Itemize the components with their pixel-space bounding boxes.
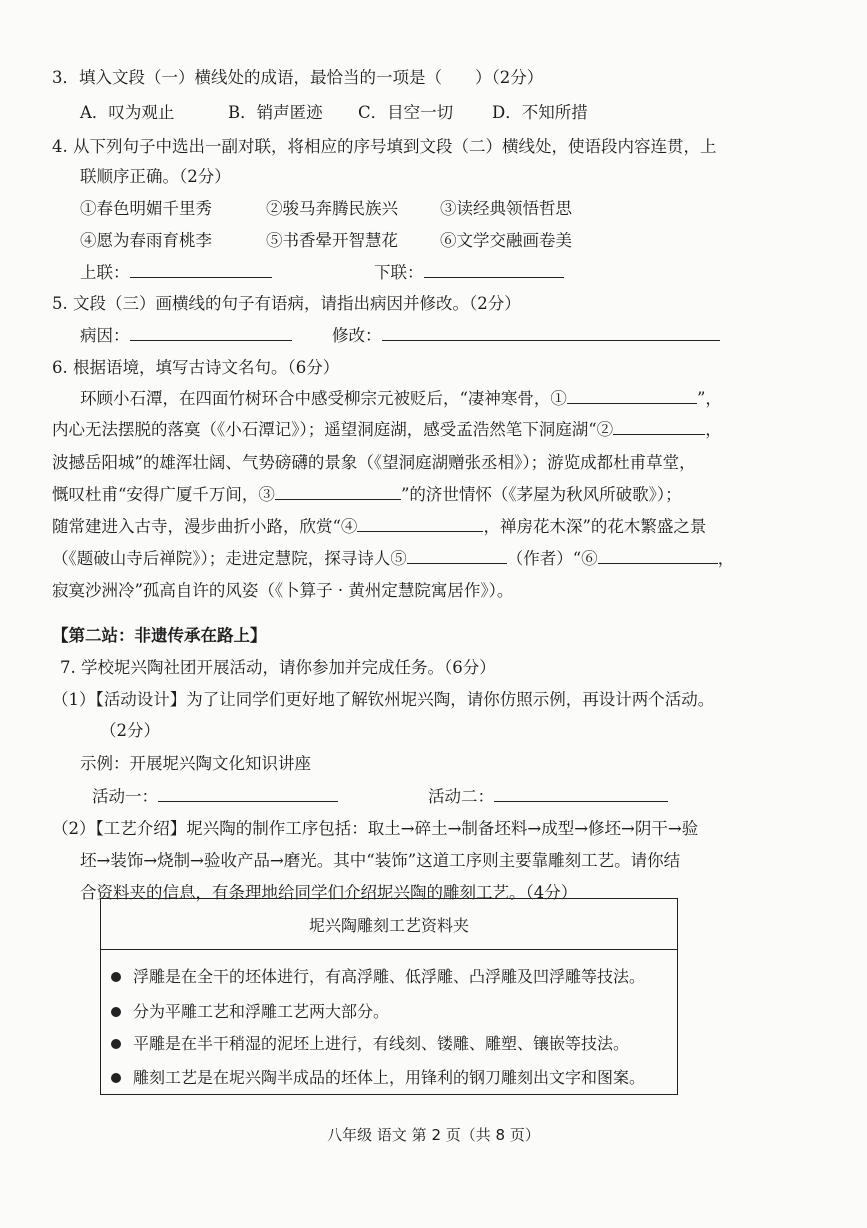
- q6-blank-1[interactable]: [567, 387, 697, 405]
- q5-cause-label: 病因：: [80, 326, 130, 345]
- q6-line-1: [80, 385, 722, 409]
- q6-line-5: [52, 513, 706, 537]
- bullet-icon: [111, 1073, 121, 1083]
- q3-option-d: D．不知所措: [492, 103, 588, 122]
- q4-lower-label: 下联：: [374, 263, 424, 282]
- q6-line-2: [52, 416, 722, 440]
- folder-item-text: 浮雕是在全干的坯体进行，有高浮雕、低浮雕、凸浮雕及凹浮雕等技法。: [133, 966, 646, 986]
- q5-fix-row: [332, 322, 720, 346]
- q6-line-2-text: 内心无法摆脱的落寞（《小石潭记》）；遥望洞庭湖，感受孟浩然笔下洞庭湖“②: [52, 420, 614, 439]
- q4-item-4: ④愿为春雨育桃李: [80, 231, 212, 250]
- q5-cause-blank[interactable]: [130, 324, 292, 342]
- q6-line-7: 寂寞沙洲冷”孤高自许的风姿（《卜算子 · 黄州定慧院寓居作》）。: [52, 581, 514, 600]
- q5-fix-label: 修改：: [332, 326, 382, 345]
- q5-stem: 5. 文段（三）画横线的句子有语病，请指出病因并修改。（2分）: [52, 294, 521, 313]
- q7-stem: 7. 学校坭兴陶社团开展活动，请你参加并完成任务。（6分）: [60, 658, 496, 677]
- q6-line-6-text: （《题破山寺后禅院》）；走进定慧院，探寻诗人⑤: [52, 549, 407, 568]
- q3-option-c: C．目空一切: [358, 103, 454, 122]
- q7-activity-1-label: 活动一：: [92, 787, 158, 806]
- q4-stem-line1: 4. 从下列句子中选出一副对联，将相应的序号填到文段（二）横线处，使语段内容连贯，上: [52, 137, 717, 156]
- q7-part2-line2: 坯→装饰→烧制→验收产品→磨光。其中“装饰”这道工序则主要靠雕刻工艺。请你结: [80, 851, 681, 870]
- q3-option-b: B．销声匿迹: [228, 103, 323, 122]
- q6-stem: 6. 根据语境，填写古诗文名句。（6分）: [52, 358, 340, 377]
- q6-line-6-end: ，: [717, 549, 735, 568]
- folder-title: 坭兴陶雕刻工艺资料夹: [101, 899, 678, 950]
- q6-line-5-end: ，禅房花木深”的花木繁盛之景: [483, 517, 707, 536]
- q6-line-1-end: ”，: [696, 389, 722, 408]
- q6-blank-4[interactable]: [357, 515, 483, 533]
- q6-line-1-text: 环顾小石潭，在四面竹树环合中感受柳宗元被贬后，“凄神寒骨，①: [80, 389, 567, 408]
- q7-part2-line1: （2）【工艺介绍】坭兴陶的制作工序包括：取土→碎土→制备坯料→成型→修坯→阴干→验: [52, 819, 699, 838]
- q6-line-4-end: ”的济世情怀（《茅屋为秋风所破歌》）；: [400, 485, 682, 504]
- craft-info-folder: [100, 898, 678, 1095]
- folder-item-text: 平雕是在半干稍湿的泥坯上进行，有线刻、镂雕、雕塑、镶嵌等技法。: [133, 1033, 630, 1053]
- q6-line-4-text: 慨叹杜甫“安得广厦千万间，③: [52, 485, 275, 504]
- q7-activity-2-label: 活动二：: [428, 787, 494, 806]
- q4-item-2: ②骏马奔腾民族兴: [266, 199, 398, 218]
- folder-item: [101, 994, 678, 1026]
- q7-activity-1-blank[interactable]: [158, 785, 338, 803]
- q4-lower-couplet: [374, 259, 564, 283]
- q4-item-3: ③读经典领悟哲思: [440, 199, 572, 218]
- q6-line-3: 波撼岳阳城”的雄浑壮阔、气势磅礴的景象（《望洞庭湖赠张丞相》）；游览成都杜甫草堂，: [52, 453, 696, 472]
- station-2-heading: 【第二站：非遗传承在路上】: [52, 626, 267, 645]
- bullet-icon: [111, 972, 121, 982]
- q3-option-a: A．叹为观止: [80, 103, 175, 122]
- q4-upper-blank[interactable]: [130, 261, 272, 279]
- folder-item-text: 雕刻工艺是在坭兴陶半成品的坯体上，用锋利的钢刀雕刻出文字和图案。: [133, 1067, 646, 1087]
- q4-lower-blank[interactable]: [424, 261, 564, 279]
- q7-activity-2-blank[interactable]: [494, 785, 668, 803]
- bullet-icon: [111, 1007, 121, 1017]
- q7-example: 示例：开展坭兴陶文化知识讲座: [80, 754, 311, 773]
- q3-stem: 3．填入文段（一）横线处的成语，最恰当的一项是（ ）（2分）: [52, 68, 544, 87]
- q4-stem-line2: 联顺序正确。（2分）: [80, 167, 231, 186]
- q7-part1-line1: （1）【活动设计】为了让同学们更好地了解钦州坭兴陶，请你仿照示例，再设计两个活动。: [52, 690, 715, 709]
- bullet-icon: [111, 1039, 121, 1049]
- folder-item: [101, 1058, 678, 1095]
- q6-blank-5[interactable]: [407, 547, 507, 565]
- folder-item-text: 分为平雕工艺和浮雕工艺两大部分。: [133, 1001, 390, 1021]
- q6-line-5-text: 随常建进入古寺，漫步曲折小路，欣赏“④: [52, 517, 358, 536]
- q6-blank-2[interactable]: [613, 418, 705, 436]
- page-footer: 八年级 语文 第 2 页（共 8 页）: [327, 1126, 540, 1144]
- q7-activity-1: [92, 783, 338, 807]
- q6-line-4: [52, 481, 682, 505]
- q6-blank-3[interactable]: [275, 483, 401, 501]
- q7-part2-line3: 合资料夹的信息，有条理地给同学们介绍坭兴陶的雕刻工艺。（4分）: [80, 883, 578, 902]
- q5-cause-row: [80, 322, 292, 346]
- q7-activity-2: [428, 783, 668, 807]
- q4-item-5: ⑤书香晕开智慧花: [266, 231, 398, 250]
- q4-upper-label: 上联：: [80, 263, 130, 282]
- q7-part1-line2: （2分）: [100, 721, 160, 740]
- q4-upper-couplet: [80, 259, 272, 283]
- q6-line-2-end: ，: [705, 420, 722, 439]
- q4-item-6: ⑥文学交融画卷美: [440, 231, 572, 250]
- q6-line-6: [52, 545, 734, 569]
- q6-line-6-mid: （作者）“⑥: [506, 549, 598, 568]
- q5-fix-blank[interactable]: [382, 324, 720, 342]
- q4-item-1: ①春色明媚千里秀: [80, 199, 212, 218]
- folder-item: [101, 1026, 678, 1058]
- q6-blank-6[interactable]: [598, 547, 718, 565]
- folder-item: [101, 950, 678, 995]
